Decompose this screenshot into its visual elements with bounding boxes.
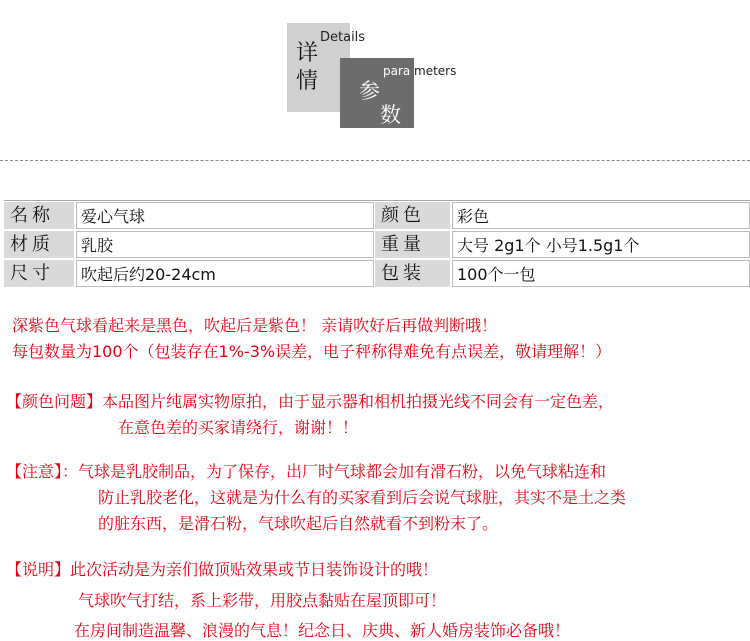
note-attention-2: 防止乳胶老化，这就是为什么有的买家看到后会说气球脏，其实不是土之类 [98, 488, 627, 507]
note-attention-1: 【注意】：气球是乳胶制品，为了保存，出厂时气球都会加有滑石粉，以免气球粘连和 [6, 462, 607, 481]
note-explain-3: 在房间制造温馨、浪漫的气息！纪念日、庆典、新人婚房装饰必备哦！ [74, 621, 571, 640]
param-value: 乳胶 [76, 231, 374, 258]
param-value: 爱心气球 [76, 202, 374, 229]
header-cn-params-2: 数 [380, 103, 401, 127]
param-label: 包装 [375, 260, 450, 287]
header-cn-details: 详情 [296, 41, 319, 94]
note-color-continued: 在意色差的买家请绕行，谢谢！！ [118, 418, 359, 437]
param-value: 彩色 [452, 202, 750, 229]
param-label: 尺寸 [4, 260, 74, 287]
note-color-title: 【颜色问题】本品图片纯属实物原拍，由于显示器和相机拍摄光线不同会有一定色差， [6, 392, 615, 411]
note-pack-quantity: 每包数量为100个（包装存在1%-3%误差，电子秤称得难免有点误差，敬请理解！） [12, 342, 612, 361]
param-label: 材质 [4, 231, 74, 258]
param-row [4, 201, 750, 230]
header-en-details: Details [320, 30, 366, 45]
note-explain-1: 【说明】此次活动是为亲们做顶贴效果或节日装饰设计的哦！ [6, 560, 439, 579]
param-label: 重量 [375, 231, 450, 258]
param-value: 大号 2g1个 小号1.5g1个 [452, 231, 750, 258]
header-en-params-b: meters [414, 64, 457, 78]
note-attention-3: 的脏东西，是滑石粉，气球吹起后自然就看不到粉末了。 [98, 514, 499, 533]
note-explain-2: 气球吹气打结，系上彩带，用胶点黏贴在屋顶即可！ [78, 591, 447, 610]
header-en-params-a: para [383, 64, 411, 78]
dashed-divider [0, 160, 750, 161]
param-table [4, 200, 750, 289]
param-value: 吹起后约20-24cm [76, 260, 374, 287]
param-value: 100个一包 [452, 260, 750, 287]
param-label: 颜色 [375, 202, 450, 229]
note-purple-color: 深紫色气球看起来是黑色，吹起后是紫色！ 亲请吹好后再做判断哦！ [12, 316, 498, 335]
param-row [4, 259, 750, 288]
param-label: 名称 [4, 202, 74, 229]
param-row [4, 230, 750, 259]
header-cn-params-1: 参 [359, 79, 380, 103]
